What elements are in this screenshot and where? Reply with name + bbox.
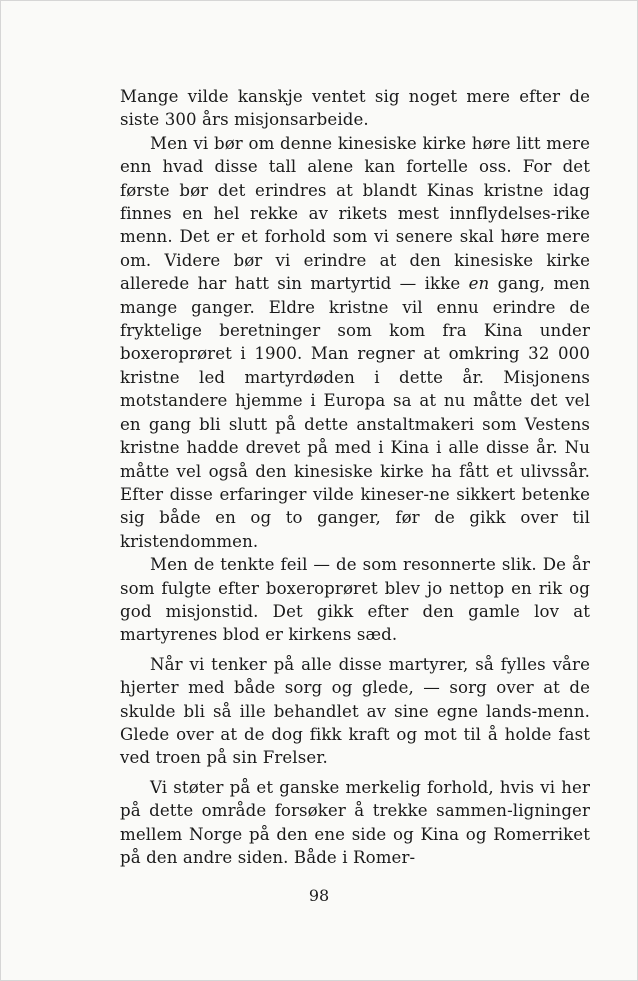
paragraph-martyr-history (120, 132, 590, 553)
paragraph-continuation: Mange vilde kanskje ventet sig noget mere efter de siste 300 års misjonsarbeide. (120, 87, 590, 130)
body-text (120, 85, 590, 869)
paragraph-sorg-glede: Når vi tenker på alle disse martyrer, så fylles våre hjerter med både sorg og glede, — sorg over at de skulde bli så ille behandlet av sine egne lands-menn. Glede over at de dog fikk kraft og mot til å holde fast ved troen på sin Frelser. (120, 654, 590, 768)
page-number: 98 (308, 886, 330, 905)
paragraph-sammenligning: Vi støter på et ganske merkelig forhold, hvis vi her på dette område forsøker å trekke sammen-ligninger mellem Norge på den ene side og Kina og Romerriket på den andre siden. Både i Romer- (120, 777, 590, 867)
paragraph-misjonstid: Men de tenkte feil — de som resonnerte slik. De år som fulgte efter boxeroprøret blev jo nettop en rik og god misjonstid. Det gikk efter den gamle lov at martyrenes blod er kirkens sæd. (120, 555, 590, 645)
paragraph-text-part: Men vi bør om denne kinesiske kirke høre litt mere enn hvad disse tall alene kan fortelle oss. For det første bør det erindres at blandt Kinas kristne idag finnes en hel rekke av rikets mest innflydelses-rike menn. Det er et forhold som vi senere skal høre mere om. Videre bør vi erindre at den kinesiske kirke allerede har hatt sin martyrtid — ikke (120, 133, 590, 294)
emphasized-word: en (468, 274, 490, 294)
paragraph-text-part: gang, men mange ganger. Eldre kristne vil ennu erindre de fryktelige beretninger som kom fra Kina under boxeroprøret i 1900. Man regner at omkring 32 000 kristne led martyrdøden i dette år. Misjonens motstandere hjemme i Europa sa at nu måtte det vel en gang bli slutt på dette anstaltmakeri som Vestens kristne hadde drevet på med i Kina i alle disse år. Nu måtte vel også den kinesiske kirke ha fått et ulivssår. Efter disse erfaringer vilde kineser-ne sikkert betenke sig både en og to ganger, før de gikk over til kristendommen. (120, 274, 590, 551)
